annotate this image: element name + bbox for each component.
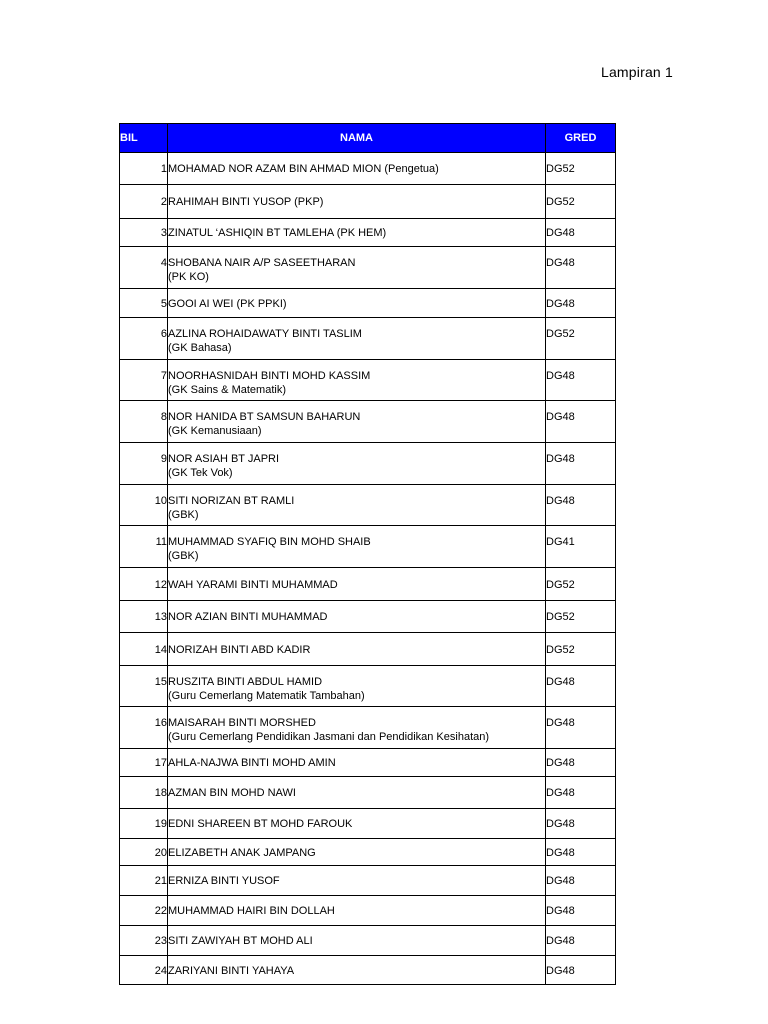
- cell-nama: [168, 289, 546, 318]
- cell-nama: [168, 866, 546, 896]
- cell-gred: DG48: [546, 247, 616, 289]
- cell-bil: 12: [120, 568, 168, 601]
- cell-nama: [168, 633, 546, 666]
- cell-gred: DG48: [546, 485, 616, 526]
- cell-nama: [168, 777, 546, 809]
- staff-name: SITI NORIZAN BT RAMLI: [168, 495, 295, 507]
- staff-role-note: (Guru Cemerlang Matematik Tambahan): [168, 690, 365, 702]
- column-header-bil: BIL: [120, 124, 168, 153]
- staff-name: NOORHASNIDAH BINTI MOHD KASSIM: [168, 370, 371, 382]
- cell-gred: DG48: [546, 926, 616, 956]
- cell-gred: DG48: [546, 956, 616, 985]
- staff-role-note: (GK Kemanusiaan): [168, 425, 262, 437]
- column-header-gred: GRED: [546, 124, 616, 153]
- cell-gred: DG48: [546, 401, 616, 443]
- cell-bil: 15: [120, 666, 168, 707]
- cell-gred: DG52: [546, 185, 616, 219]
- cell-bil: 4: [120, 247, 168, 289]
- table-row: [120, 485, 616, 526]
- cell-gred: DG48: [546, 749, 616, 777]
- cell-gred: DG52: [546, 601, 616, 633]
- cell-nama: [168, 526, 546, 568]
- table-row: [120, 247, 616, 289]
- cell-nama: [168, 360, 546, 401]
- staff-name: NOR AZIAN BINTI MUHAMMAD: [168, 611, 328, 623]
- table-row: [120, 749, 616, 777]
- cell-bil: 23: [120, 926, 168, 956]
- cell-nama: [168, 896, 546, 926]
- table-row: [120, 601, 616, 633]
- staff-table: [119, 123, 616, 985]
- cell-bil: 11: [120, 526, 168, 568]
- cell-gred: DG48: [546, 839, 616, 866]
- table-row: [120, 633, 616, 666]
- staff-name: NOR HANIDA BT SAMSUN BAHARUN: [168, 411, 361, 423]
- staff-name: ZARIYANI BINTI YAHAYA: [168, 965, 295, 977]
- staff-role-note: (PK KO): [168, 271, 209, 283]
- staff-role-note: (GBK): [168, 550, 199, 562]
- table-row: [120, 866, 616, 896]
- staff-name: SITI ZAWIYAH BT MOHD ALI: [168, 935, 313, 947]
- staff-name: AZMAN BIN MOHD NAWI: [168, 787, 296, 799]
- staff-role-note: (Guru Cemerlang Pendidikan Jasmani dan Pendidikan Kesihatan): [168, 731, 490, 743]
- table-row: [120, 401, 616, 443]
- table-header-row: [120, 124, 616, 153]
- cell-gred: DG48: [546, 443, 616, 485]
- cell-bil: 3: [120, 219, 168, 247]
- table-row: [120, 568, 616, 601]
- staff-name: EDNI SHAREEN BT MOHD FAROUK: [168, 818, 353, 830]
- cell-bil: 14: [120, 633, 168, 666]
- staff-name: MUHAMMAD SYAFIQ BIN MOHD SHAIB: [168, 536, 371, 548]
- staff-name: ERNIZA BINTI YUSOF: [168, 875, 280, 887]
- annex-label: Lampiran 1: [600, 64, 673, 80]
- cell-gred: DG48: [546, 866, 616, 896]
- table-row: [120, 839, 616, 866]
- staff-name: AZLINA ROHAIDAWATY BINTI TASLIM: [168, 328, 362, 340]
- cell-bil: 21: [120, 866, 168, 896]
- cell-bil: 6: [120, 318, 168, 360]
- cell-bil: 1: [120, 153, 168, 185]
- staff-name: NOR ASIAH BT JAPRI: [168, 453, 280, 465]
- staff-role-note: (GK Sains & Matematik): [168, 384, 286, 396]
- staff-role-note: (GBK): [168, 509, 199, 521]
- cell-nama: [168, 153, 546, 185]
- cell-gred: DG52: [546, 318, 616, 360]
- cell-bil: 18: [120, 777, 168, 809]
- cell-nama: [168, 485, 546, 526]
- table-row: [120, 443, 616, 485]
- column-header-nama: NAMA: [168, 124, 546, 153]
- table-row: [120, 956, 616, 985]
- table-row: [120, 896, 616, 926]
- staff-name: ELIZABETH ANAK JAMPANG: [168, 847, 316, 859]
- cell-nama: [168, 666, 546, 707]
- cell-bil: 16: [120, 707, 168, 749]
- cell-bil: 10: [120, 485, 168, 526]
- cell-nama: [168, 956, 546, 985]
- cell-nama: [168, 185, 546, 219]
- cell-gred: DG48: [546, 289, 616, 318]
- cell-nama: [168, 401, 546, 443]
- staff-role-note: (GK Bahasa): [168, 342, 232, 354]
- cell-bil: 7: [120, 360, 168, 401]
- cell-nama: [168, 443, 546, 485]
- staff-role-note: (GK Tek Vok): [168, 467, 233, 479]
- staff-name: GOOI AI WEI (PK PPKI): [168, 298, 287, 310]
- table-row: [120, 153, 616, 185]
- cell-nama: [168, 568, 546, 601]
- cell-bil: 19: [120, 809, 168, 839]
- cell-nama: [168, 926, 546, 956]
- table-row: [120, 219, 616, 247]
- cell-gred: DG52: [546, 568, 616, 601]
- staff-name: MAISARAH BINTI MORSHED: [168, 717, 316, 729]
- cell-nama: [168, 247, 546, 289]
- cell-nama: [168, 318, 546, 360]
- cell-gred: DG48: [546, 809, 616, 839]
- staff-name: NORIZAH BINTI ABD KADIR: [168, 644, 311, 656]
- staff-name: RAHIMAH BINTI YUSOP (PKP): [168, 196, 324, 208]
- cell-gred: DG48: [546, 777, 616, 809]
- cell-gred: DG52: [546, 153, 616, 185]
- cell-bil: 8: [120, 401, 168, 443]
- staff-name: MOHAMAD NOR AZAM BIN AHMAD MION (Pengetua): [168, 163, 439, 175]
- cell-bil: 5: [120, 289, 168, 318]
- cell-gred: DG48: [546, 219, 616, 247]
- staff-name: ZINATUL ‘ASHIQIN BT TAMLEHA (PK HEM): [168, 227, 387, 239]
- table-row: [120, 666, 616, 707]
- cell-bil: 2: [120, 185, 168, 219]
- table-row: [120, 185, 616, 219]
- table-body: [120, 153, 616, 985]
- cell-nama: [168, 839, 546, 866]
- cell-gred: DG52: [546, 633, 616, 666]
- table-row: [120, 318, 616, 360]
- table-row: [120, 809, 616, 839]
- table-row: [120, 289, 616, 318]
- cell-gred: DG48: [546, 707, 616, 749]
- staff-name: WAH YARAMI BINTI MUHAMMAD: [168, 579, 338, 591]
- table-row: [120, 777, 616, 809]
- cell-nama: [168, 749, 546, 777]
- cell-gred: DG48: [546, 896, 616, 926]
- cell-gred: DG48: [546, 666, 616, 707]
- cell-nama: [168, 601, 546, 633]
- cell-bil: 13: [120, 601, 168, 633]
- cell-bil: 24: [120, 956, 168, 985]
- cell-bil: 22: [120, 896, 168, 926]
- cell-bil: 9: [120, 443, 168, 485]
- cell-nama: [168, 809, 546, 839]
- staff-name: AHLA-NAJWA BINTI MOHD AMIN: [168, 757, 336, 769]
- staff-name: RUSZITA BINTI ABDUL HAMID: [168, 676, 323, 688]
- cell-nama: [168, 219, 546, 247]
- cell-bil: 20: [120, 839, 168, 866]
- cell-gred: DG41: [546, 526, 616, 568]
- table-row: [120, 926, 616, 956]
- staff-name: MUHAMMAD HAIRI BIN DOLLAH: [168, 905, 335, 917]
- staff-name: SHOBANA NAIR A/P SASEETHARAN: [168, 257, 356, 269]
- table-row: [120, 526, 616, 568]
- table-row: [120, 707, 616, 749]
- cell-gred: DG48: [546, 360, 616, 401]
- cell-bil: 17: [120, 749, 168, 777]
- cell-nama: [168, 707, 546, 749]
- table-row: [120, 360, 616, 401]
